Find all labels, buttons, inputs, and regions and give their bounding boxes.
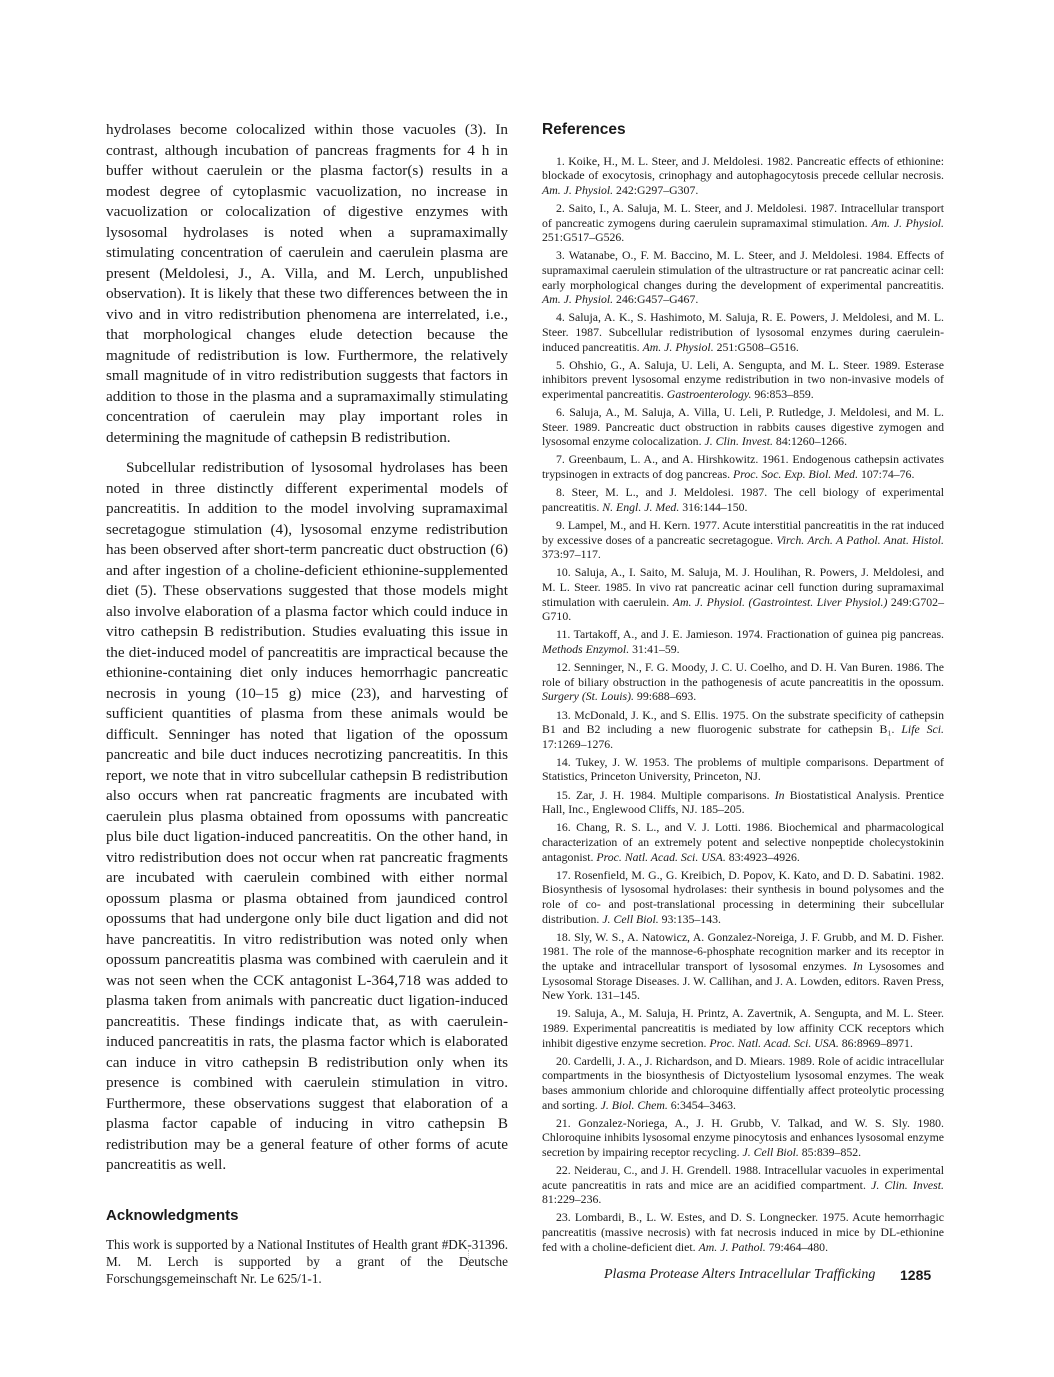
reference-journal: Proc. Natl. Acad. Sci. USA. (709, 1035, 839, 1050)
reference-text: 18. Sly, W. S., A. Natowicz, A. Gonzalez-Noreiga, J. F. Grubb, and M. D. Fisher. 1981. The role of the mannose-6-phosphate recognition marker and its receptor in the uptake and intracellular transport of lysosomal enzymes. (542, 929, 944, 973)
reference-citation: 96:853–859. (751, 386, 814, 401)
reference-citation: 251:G517–G526. (542, 230, 625, 245)
reference-text: 16. Chang, R. S. L., and V. J. Lotti. 1986. Biochemical and pharmacological characterization of an extremely potent and selective nonpeptide cholecystokinin antagonist. (542, 820, 944, 864)
reference-text: 6. Saluja, A., M. Saluja, A. Villa, U. Leli, P. Rutledge, J. Meldolesi, and M. L. Steer. 1989. Pancreatic duct obstruction in rabbits causes digestive zymogen and lysosomal enzyme colocalization. (542, 405, 944, 449)
reference-item (542, 452, 944, 481)
reference-item (542, 788, 944, 817)
reference-citation: 17:1269–1276. (542, 736, 614, 751)
reference-item (542, 154, 944, 198)
reference-citation: 31:41–59. (629, 641, 680, 656)
left-column (106, 120, 508, 1287)
reference-journal: In (852, 958, 863, 973)
reference-item (542, 627, 944, 656)
reference-journal: J. Cell Biol. (602, 911, 659, 926)
reference-text: 20. Cardelli, J. A., J. Richardson, and D. Miears. 1989. Role of acidic intracellular compartments in the biosynthesis of Dictyostelium lysosomal enzymes. The weak bases ammonium chloride and chloroquine diffentially affect proteolytic processing and sorting. (542, 1053, 944, 1112)
reference-text: 17. Rosenfield, M. G., G. Kreibich, D. Popov, K. Kato, and D. D. Sabatini. 1982. Biosynthesis of lysosomal hydrolases: their synthesis in bound polysomes and the role of co- and post-translational processing in determining their subcellular distribution. (542, 867, 944, 926)
reference-text: 8. Steer, M. L., and J. Meldolesi. 1987. The cell biology of experimental pancreatitis. (542, 485, 944, 514)
body-paragraph-2: Subcellular redistribution of lysosomal hydrolases has been noted in three distinctly different experimental models of pancreatitis. In addition to the model involving supramaximal secretagogue stimulation (4), lysosomal enzyme redistribution has been observed after short-term pancreatic duct obstruction (6) and after ingestion of a choline-deficient ethionine-supplemented diet (5). These observations suggested that those models might also involve elaboration of a plasma factor which could induce in vitro cathepsin B redistribution. Studies evaluating this issue in the diet-induced model of pancreatitis are impractical because the ethionine-containing diet only induces hemorrhagic pancreatic necrosis in young (10–15 g) mice (23), and harvesting of sufficient quantities of plasma from these animals would be difficult. Senninger has noted that ligation of the opossum pancreatic and bile duct induces necrotizing pancreatitis. In this report, we note that in vitro subcellular cathepsin B redistribution also occurs when rat pancreatic fragments are incubated with caerulein plus plasma obtained from opossums with pancreatic plus bile duct ligation-induced pancreatitis. On the other hand, in vitro redistribution does not occur when rat pancreatic fragments are incubated with caerulein combined with either normal opossum plasma or plasma obtained from jaundiced control opossums that had undergone only bile duct ligation and did not have pancreatitis. In vitro redistribution was noted only when opossum pancreatitis plasma was combined with caerulein and it was not seen when the CCK antagonist L-364,718 was added to plasma taken from animals with pancreatic duct ligation-induced pancreatitis. These findings indicate that, as with caerulein-induced pancreatitis in rats, the plasma factor which is elaborated can induce in vitro cathepsin B redistribution only when its presence is combined with caerulein stimulation in vitro. Furthermore, these observations suggest that elaboration of a plasma factor capable of inducing in vitro cathepsin B redistribution may be a general feature of other forms of acute pancreatitis as well. (106, 459, 508, 1173)
reference-citation: 79:464–480. (765, 1239, 829, 1254)
reference-text: 7. Greenbaum, L. A., and A. Hirshkowitz. 1961. Endogenous cathepsin activates trypsinogen in extracts of dog pancreas. (542, 452, 944, 482)
reference-item (542, 358, 944, 402)
running-title: Plasma Protease Alters Intracellular Trafficking (604, 1267, 876, 1282)
reference-citation: 316:144–150. (679, 499, 748, 514)
reference-item (542, 868, 944, 926)
reference-item (542, 660, 944, 704)
reference-item (542, 248, 944, 306)
reference-item (542, 930, 944, 1003)
reference-citation: 6:3454–3463. (667, 1097, 736, 1112)
reference-text: 21. Gonzalez-Noriega, A., J. H. Grubb, V. Talkad, and W. S. Sly. 1980. Chloroquine inhibits lysosomal enzyme pinocytosis and enhances lysosomal enzyme secretion by impairing receptor recycling. (542, 1115, 944, 1159)
reference-text: 9. Lampel, M., and H. Kern. 1977. Acute interstitial pancreatitis in the rat induced by excessive doses of a pancreatic secretagogue. (542, 518, 944, 547)
reference-text: 12. Senninger, N., F. G. Moody, J. C. U. Coelho, and D. H. Van Buren. 1986. The role of biliary obstruction in the pathogenesis of acute pancreatitis in the opossum. (542, 660, 944, 689)
reference-item (542, 518, 944, 562)
reference-citation: 84:1260–1266. (772, 434, 848, 449)
reference-journal: Am. J. Physiol. (871, 215, 945, 230)
reference-item (542, 755, 944, 784)
reference-text: 5. Ohshio, G., A. Saluja, U. Leli, A. Sengupta, and M. L. Steer. 1989. Esterase inhibitors prevent lysosomal enzyme redistribution in two non-invasive models of experimental pancreatitis. (542, 357, 944, 401)
reference-item (542, 1163, 944, 1207)
reference-journal: J. Biol. Chem. (600, 1097, 668, 1112)
reference-journal: Am. J. Physiol. (642, 339, 714, 354)
reference-item (542, 201, 944, 245)
reference-text: 14. Tukey, J. W. 1953. The problems of multiple comparisons. Department of Statistics, Princeton University, Princeton, NJ. (542, 754, 944, 784)
reference-citation: Lysosomes and Lysosomal Storage Diseases. J. W. Callihan, and J. A. Lowden, editors. Raven Press, New York. 131–145. (542, 958, 945, 1003)
references-heading: References (542, 121, 626, 138)
reference-citation: 242:G297–G307. (613, 182, 699, 197)
reference-journal: Virch. Arch. A Pathol. Anat. Histol. (776, 532, 945, 547)
reference-item (542, 1054, 944, 1112)
reference-citation: 246:G457–G467. (613, 292, 699, 307)
reference-citation: 93:135–143. (658, 911, 721, 926)
reference-journal: In (774, 787, 785, 802)
reference-item (542, 565, 944, 623)
reference-citation: 251:G508–G516. (713, 339, 799, 354)
reference-item (542, 310, 944, 354)
reference-item (542, 485, 944, 514)
right-column (542, 120, 944, 1258)
reference-journal: N. Engl. J. Med. (602, 499, 680, 514)
reference-item (542, 708, 944, 752)
reference-journal: Proc. Soc. Exp. Biol. Med. (733, 467, 859, 482)
reference-text: 2. Saito, I., A. Saluja, M. L. Steer, and J. Meldolesi. 1987. Intracellular transport of pancreatic zymogens during caerulein supramaximal stimulation. (542, 200, 944, 230)
acknowledgments-heading: Acknowledgments (106, 1206, 239, 1224)
reference-citation: 83:4923–4926. (725, 849, 800, 864)
reference-citation: 249:G702–G710. (542, 594, 944, 624)
reference-text: 1. Koike, H., M. L. Steer, and J. Meldolesi. 1982. Pancreatic effects of ethionine: blockade of exocytosis, crinophagy and autophagocytosis precede cellular necrosis. (542, 153, 944, 183)
reference-citation: 85:839–852. (798, 1144, 862, 1159)
page-number: 1285 (900, 1267, 932, 1283)
reference-journal: Am. J. Physiol. (Gastrointest. Liver Physiol.) (672, 594, 888, 609)
footer-divider (468, 1250, 470, 1270)
reference-citation: Biostatistical Analysis. Prentice Hall, Inc., Englewood Cliffs, NJ. 185–205. (542, 787, 944, 817)
reference-item (542, 1210, 944, 1254)
reference-text: 19. Saluja, A., M. Saluja, H. Printz, A. Zavertnik, A. Sengupta, and M. L. Steer. 1989. Experimental pancreatitis is mediated by low affinity CCK receptors which inhibit digestive enzyme secretion. (542, 1006, 944, 1050)
reference-citation: 86:8969–8971. (838, 1035, 913, 1050)
body-paragraph-1: hydrolases become colocalized within those vacuoles (3). In contrast, although incubation of pancreas fragments for 4 h in buffer without caerulein or the plasma factor(s) results in a modest degree of cytoplasmic vacuolization, no increase in vacuolization or colocalization of digestive enzymes with lysosomal hydrolases is noted when a supramaximally stimulating concentration of caerulein and caerulein plasma are present (Meldolesi, J., A. Villa, and M. Lerch, unpublished observation). It is likely that these two differences between the in vivo and in vitro redistribution phenomena are interrelated, i.e., that morphological changes elude detection because the magnitude of redistribution is low. Furthermore, the relatively small magnitude of in vitro redistribution suggests that factors in addition to those in the plasma and a supramaximally stimulating concentration of caerulein may play important roles in determining the magnitude of cathepsin B redistribution. (106, 121, 508, 446)
reference-text: 22. Neiderau, C., and J. H. Grendell. 1988. Intracellular vacuoles in experimental acute pancreatitis in rats and mice are an acidified compartment. (542, 1163, 944, 1192)
reference-journal: Surgery (St. Louis). (542, 689, 634, 704)
reference-text: 13. McDonald, J. K., and S. Ellis. 1975. On the substrate specificity of cathepsin B1 and B2 including a new fluorogenic substrate for cathepsin B₁. (542, 707, 944, 737)
reference-journal: J. Clin. Invest. (871, 1177, 944, 1192)
reference-citation: 81:229–236. (542, 1192, 602, 1207)
reference-journal: Gastroenterology. (666, 386, 752, 401)
reference-citation: 99:688–693. (633, 689, 697, 704)
reference-journal: Am. J. Pathol. (698, 1239, 766, 1254)
reference-citation: 107:74–76. (858, 467, 915, 482)
reference-text: 15. Zar, J. H. 1984. Multiple comparisons. (556, 787, 775, 802)
reference-item (542, 820, 944, 864)
reference-journal: J. Cell Biol. (742, 1144, 799, 1159)
reference-text: 10. Saluja, A., I. Saito, M. Saluja, M. J. Houlihan, R. Powers, J. Meldolesi, and M. L. Steer. 1985. In vivo rat pancreatic acinar cell function during supramaximal stimulation with caerulein. (542, 565, 944, 609)
reference-citation: 373:97–117. (542, 547, 601, 562)
reference-text: 23. Lombardi, B., L. W. Estes, and D. S. Longnecker. 1975. Acute hemorrhagic pancreatitis (massive necrosis) with fat necrosis induced in mice by DL-ethionine fed with a choline-deficient diet. (542, 1210, 944, 1254)
reference-journal: J. Clin. Invest. (704, 434, 773, 449)
reference-journal: Am. J. Physiol. (542, 292, 614, 307)
reference-item (542, 405, 944, 449)
reference-journal: Am. J. Physiol. (542, 182, 614, 197)
reference-journal: Proc. Natl. Acad. Sci. USA. (596, 849, 726, 864)
acknowledgments-text: This work is supported by a National Institutes of Health grant #DK-31396. M. M. Lerch is supported by a grant of the Deutsche Forschungsgemeinschaft Nr. Le 625/1-1. (106, 1237, 508, 1286)
reference-text: 3. Watanabe, O., F. M. Baccino, M. L. Steer, and J. Meldolesi. 1984. Effects of supramaximal caerulein stimulation of the ultrastructure or rat pancreatic acinar cell: early morphological changes during the development of experimental pancreatitis. (542, 248, 944, 292)
reference-list (542, 154, 944, 1255)
reference-text: 11. Tartakoff, A., and J. E. Jamieson. 1974. Fractionation of guinea pig pancreas. (556, 627, 944, 642)
reference-journal: Life Sci. (901, 722, 944, 737)
reference-item (542, 1116, 944, 1160)
reference-text: 4. Saluja, A. K., S. Hashimoto, M. Saluja, R. E. Powers, J. Meldolesi, and M. L. Steer. 1987. Subcellular redistribution of lysosomal enzymes during caerulein-induced pancreatitis. (542, 310, 944, 354)
reference-item (542, 1006, 944, 1050)
reference-journal: Methods Enzymol. (542, 641, 630, 656)
